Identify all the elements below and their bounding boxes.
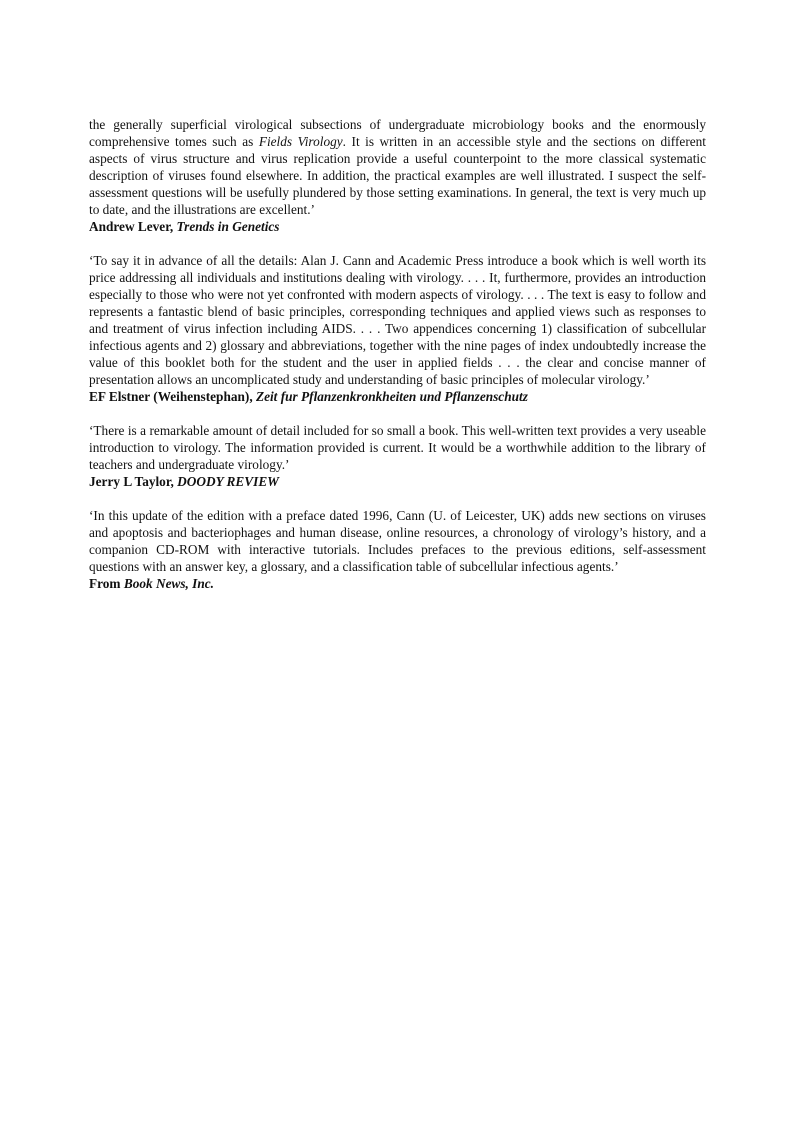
review-4-attribution (89, 575, 706, 592)
review-4 (89, 507, 706, 592)
review-1-book-title: Fields Virology (258, 134, 343, 149)
review-2-text: ‘To say it in advance of all the details: Alan J. Cann and Academic Press introduce a book which is well worth its price addressing all individuals and institutions dealing with virology. . . . It, furthermore, provides an introduction especially to those who were not yet confronted with modern aspects of virology. . . . The text is easy to follow and represents a fantastic blend of basic principles, corresponding techniques and applied views such as responses to and treatment of virus infection including AIDS. . . . Two appendices concerning 1) classification of subcellular infectious agents and 2) glossary and abbreviations, together with the nine pages of index undoubtedly increase the value of this booklet both for the student and the user in applied fields . . . the clear and concise manner of presentation allows an uncomplicated study and understanding of basic principles of molecular virology.’ (89, 253, 706, 387)
review-1-text-end: . It is written in an accessible style and the sections on different aspects of virus structure and virus replication provide a useful counterpoint to the more classical systematic description of viruses found elsewhere. In addition, the practical examples are well illustrated. I suspect the self-assessment questions will be usefully plundered by those setting examinations. In general, the text is very much up to date, and the illustrations are excellent.’ (89, 134, 706, 217)
review-1-text-start: the generally superficial virological subsections of undergraduate microbiology books and the enormously comprehensive tomes such as (89, 117, 706, 149)
page-content (89, 116, 706, 609)
review-1-attribution (89, 218, 706, 235)
review-4-source: Book News, Inc. (123, 576, 214, 591)
review-2 (89, 252, 706, 405)
review-1-source: Trends in Genetics (176, 219, 280, 234)
review-4-author: From (89, 576, 121, 591)
review-3-attribution (89, 473, 706, 490)
review-3 (89, 422, 706, 490)
review-3-source: DOODY REVIEW (177, 474, 280, 489)
review-2-attribution (89, 388, 706, 405)
review-1 (89, 116, 706, 235)
review-2-source: Zeit fur Pflanzenkronkheiten und Pflanzenschutz (255, 389, 528, 404)
review-3-text: ‘There is a remarkable amount of detail included for so small a book. This well-written text provides a very useable introduction to virology. The information provided is current. It would be a worthwhile addition to the library of teachers and undergraduate virology.’ (89, 423, 706, 472)
review-1-author: Andrew Lever, (89, 219, 174, 234)
review-4-text: ‘In this update of the edition with a preface dated 1996, Cann (U. of Leicester, UK) adds new sections on viruses and apoptosis and bacteriophages and human disease, online resources, a chronology of virology’s history, and a companion CD-ROM with interactive tutorials. Includes prefaces to the previous editions, self-assessment questions with an answer key, a glossary, and a classification table of subcellular infectious agents.’ (89, 508, 706, 574)
review-3-author: Jerry L Taylor, (89, 474, 174, 489)
review-2-author: EF Elstner (Weihenstephan), (89, 389, 253, 404)
review-1-text (89, 116, 706, 218)
